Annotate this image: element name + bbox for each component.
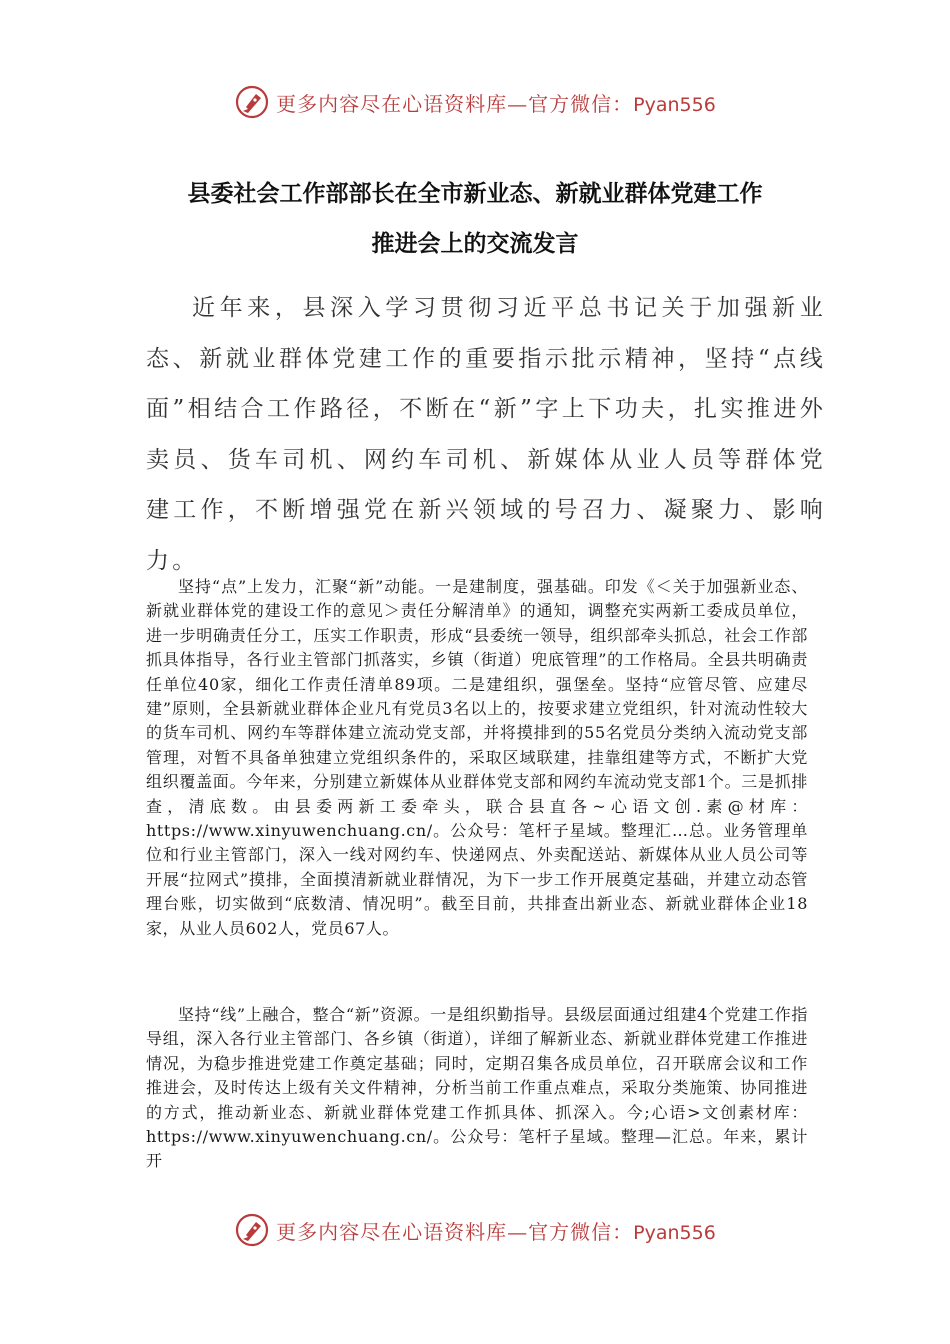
watermark-banner-top bbox=[0, 82, 950, 122]
body-paragraph-line: 坚持“线”上融合，整合“新”资源。一是组织勤指导。县级层面通过组建4个党建工作指导组，深入各行业主管部门、各乡镇（街道），详细了解新业态、新就业群体党建工作推进情况，为稳步推进党建工作奠定基础；同时，定期召集各成员单位，召开联席会议和工作推进会，及时传达上级有关文件精神，分析当前工作重点难点，采取分类施策、协同推进的方式，推动新业态、新就业群体党建工作抓具体、抓深入。今;心语>文创素材库：https://www.xinyuwenchuang.cn/。公众号：笔杆子星域。整理—汇总。年来，累计开 bbox=[146, 1005, 808, 1171]
banner-account: Pyan556 bbox=[633, 93, 716, 116]
banner-text: 更多内容尽在心语资料库—官方微信：Pyan556 bbox=[276, 91, 716, 116]
banner-text: 更多内容尽在心语资料库—官方微信：Pyan556 bbox=[276, 1219, 716, 1244]
banner-account: Pyan556 bbox=[633, 1221, 716, 1244]
lead-paragraph: 近年来，县深入学习贯彻习近平总书记关于加强新业态、新就业群体党建工作的重要指示批示精神，坚持“点线面”相结合工作路径，不断在“新”字上下功夫，扎实推进外卖员、货车司机、网约车司机、新媒体从业人员等群体党建工作，不断增强党在新兴领域的号召力、凝聚力、影响力。 bbox=[146, 295, 826, 574]
pen-nib-logo-icon bbox=[234, 1212, 270, 1248]
watermark-banner-bottom bbox=[0, 1210, 950, 1250]
document-title-line-2: 推进会上的交流发言 bbox=[371, 231, 579, 257]
document-title-line-1: 县委社会工作部部长在全市新业态、新就业群体党建工作 bbox=[187, 181, 763, 207]
pen-nib-logo-icon bbox=[234, 84, 270, 120]
body-paragraph-point: 坚持“点”上发力，汇聚“新”动能。一是建制度，强基础。印发《＜关于加强新业态、新就业群体党的建设工作的意见＞责任分解清单》的通知，调整充实两新工委成员单位，进一步明确责任分工，压实工作职责，形成“县委统一领导，组织部牵头抓总，社会工作部抓具体指导，各行业主管部门抓落实，乡镇（街道）兜底管理”的工作格局。全县共明确责任单位40家，细化工作责任清单89项。二是建组织，强堡垒。坚持“应管尽管、应建尽建”原则，全县新就业群体企业凡有党员3名以上的，按要求建立党组织，针对流动性较大的货车司机、网约车等群体建立流动党支部，并将摸排到的55名党员分类纳入流动党支部管理，对暂不具备单独建立党组织条件的，采取区域联建，挂靠组建等方式，不断扩大党组织覆盖面。今年来，分别建立新媒体从业群体党支部和网约车流动党支部1个。三是抓排查，清底数。由县委两新工委牵头，联合县直各~心语文创.素@材库：https://www.xinyuwenchuang.cn/。公众号：笔杆子星域。整理汇…总。业务管理单位和行业主管部门，深入一线对网约车、快递网点、外卖配送站、新媒体从业人员公司等开展“拉网式”摸排，全面摸清新就业群情况，为下一步工作开展奠定基础，并建立动态管理台账，切实做到“底数清、情况明”。截至目前，共排查出新业态、新就业群体企业18家，从业人员602人，党员67人。 bbox=[146, 577, 808, 938]
